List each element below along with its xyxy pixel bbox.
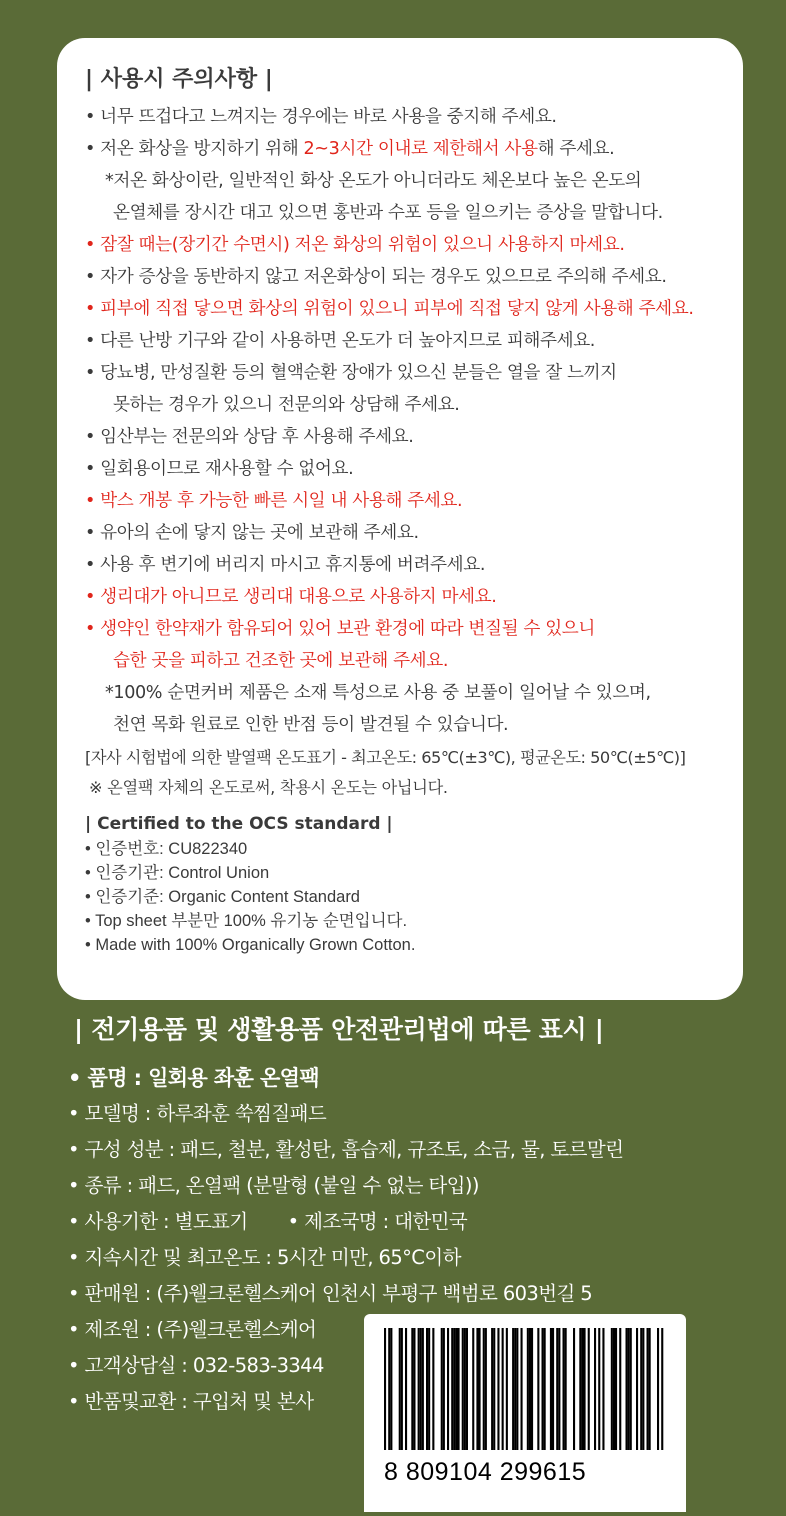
ocs-cert-standard: • 인증기준: Organic Content Standard [85,888,360,906]
barcode-bar [506,1328,508,1450]
barcode-bar [588,1328,590,1450]
barcode-bar [401,1328,403,1450]
barcode-bar [542,1328,544,1450]
barcode-bar [514,1328,516,1450]
product-type: • 종류 : 패드, 온열팩 (분말형 (붙일 수 없는 타입)) [68,1174,479,1197]
barcode-bar [649,1328,651,1450]
composition: • 구성 성분 : 패드, 철분, 활성탄, 흡습제, 규조토, 소금, 물, 토르말린 [68,1138,624,1161]
barcode-bar [426,1328,428,1450]
barcode-bar [405,1328,407,1450]
warnings-panel [57,38,743,1000]
barcode-bar [642,1328,644,1450]
barcode-bar [458,1328,460,1450]
barcode-bar [422,1328,424,1450]
customer-service: • 고객상담실 : 032-583-3344 [68,1354,324,1377]
warning-line: 천연 목화 원료로 인한 반점 등이 발견될 수 있습니다. [113,715,509,735]
country-of-manufacture: • 제조국명 : 대한민국 [287,1210,468,1233]
warning-line: • 일회용이므로 재사용할 수 없어요. [85,459,354,479]
barcode-bar [531,1328,533,1450]
barcode-bar [411,1328,413,1450]
barcode-bar [483,1328,485,1450]
warning-line: 습한 곳을 피하고 건조한 곳에 보관해 주세요. [113,651,449,671]
ocs-organic-cotton-note: • Made with 100% Organically Grown Cotton. [85,936,416,954]
barcode-bar [626,1328,628,1450]
barcode-bar [584,1328,586,1450]
barcode-bar [563,1328,565,1450]
barcode-bar [619,1328,621,1450]
seller: • 판매원 : (주)웰크론헬스케어 인천시 부평구 백범로 603번길 5 [68,1282,593,1305]
barcode-bar [512,1328,514,1450]
barcode-bar [441,1328,443,1450]
barcode-bar [640,1328,642,1450]
warning-text: 해 주세요. [537,139,615,159]
barcode-bar [565,1328,567,1450]
barcode-bar [428,1328,430,1450]
barcode-bar [388,1328,390,1450]
barcode-bar [550,1328,552,1450]
ocs-cert-body: • 인증기관: Control Union [85,864,270,882]
ocs-cert-number: • 인증번호: CU822340 [85,840,248,858]
warning-highlight: 2~3시간 이내로 제한해서 사용 [303,139,538,159]
ocs-certification-title: | Certified to the OCS standard | [85,814,393,834]
barcode-bar [466,1328,468,1450]
barcode-bar [556,1328,558,1450]
barcode-bar [537,1328,539,1450]
temperature-disclaimer: ※ 온열팩 자체의 온도로써, 착용시 온도는 아닙니다. [89,778,448,797]
warning-line: • 임산부는 전문의와 상담 후 사용해 주세요. [85,427,414,447]
barcode-bar [493,1328,495,1450]
barcode-bar [661,1328,663,1450]
warning-line: • 잠잘 때는(장기간 수면시) 저온 화상의 위험이 있으니 사용하지 마세요. [85,235,625,255]
temperature-note: [자사 시험법에 의한 발열팩 온도표기 - 최고온도: 65℃(±3℃), 평균온도: 50℃(±5℃)] [85,748,686,767]
warning-line: • 박스 개봉 후 가능한 빠른 시일 내 사용해 주세요. [85,491,463,511]
barcode-bar [579,1328,581,1450]
warning-line: • 생약인 한약재가 함유되어 있어 보관 환경에 따라 변질될 수 있으니 [85,619,595,639]
barcode-number: 8 809104 299615 [384,1458,587,1486]
barcode-bar [464,1328,466,1450]
warning-line [85,133,715,165]
warning-line: 온열체를 장시간 대고 있으면 홍반과 수포 등을 일으키는 증상을 말합니다. [113,203,663,223]
barcode-bar [613,1328,615,1450]
expiry-country-row [68,1204,623,1240]
barcode-bar [630,1328,632,1450]
warning-line: • 유아의 손에 닿지 않는 곳에 보관해 주세요. [85,523,419,543]
barcode-bar [558,1328,560,1450]
warning-line: • 당뇨병, 만성질환 등의 혈액순환 장애가 있으신 분들은 열을 잘 느끼지 [85,363,617,383]
barcode-bar [521,1328,523,1450]
barcode-bar [472,1328,474,1450]
barcode-bar [573,1328,575,1450]
barcode-bar [479,1328,481,1450]
barcode-bar [516,1328,518,1450]
warning-line: • 생리대가 아니므로 생리대 대용으로 사용하지 마세요. [85,587,497,607]
barcode-bar [552,1328,554,1450]
barcode-bar [443,1328,445,1450]
warning-line: • 너무 뜨겁다고 느껴지는 경우에는 바로 사용을 중지해 주세요. [85,107,557,127]
barcode-bar [611,1328,613,1450]
warning-line: • 다른 난방 기구와 같이 사용하면 온도가 더 높아지므로 피해주세요. [85,331,595,351]
barcode-bar [413,1328,415,1450]
barcode-bar [598,1328,600,1450]
barcode-bar [462,1328,464,1450]
barcode-bar [581,1328,583,1450]
barcode-bar [529,1328,531,1450]
barcode-bar [602,1328,604,1450]
barcode-bar [636,1328,638,1450]
barcode-bar [455,1328,457,1450]
barcode-bar [476,1328,478,1450]
model-name: • 모델명 : 하루좌훈 쑥찜질패드 [68,1102,327,1125]
barcode-bar [384,1328,386,1450]
warning-line: • 피부에 직접 닿으면 화상의 위험이 있으니 피부에 직접 닿지 않게 사용해 주세요. [85,299,694,319]
barcode-bar [497,1328,499,1450]
barcode-bar [491,1328,493,1450]
warning-line: • 사용 후 변기에 버리지 마시고 휴지통에 버려주세요. [85,555,486,575]
product-name: • 품명 : 일회용 좌훈 온열팩 [68,1066,320,1090]
ocs-top-sheet-note: • Top sheet 부분만 100% 유기농 순면입니다. [85,912,408,930]
barcode-bar [453,1328,455,1450]
barcode-bar [594,1328,596,1450]
warning-line: *저온 화상이란, 일반적인 화상 온도가 아니더라도 체온보다 높은 온도의 [105,171,642,191]
barcode-bar [657,1328,659,1450]
barcode-bar [451,1328,453,1450]
warning-line: *100% 순면커버 제품은 소재 특성으로 사용 중 보풀이 일어날 수 있으며, [105,683,651,703]
barcode-bar [544,1328,546,1450]
barcode-bar [432,1328,434,1450]
warning-line: 못하는 경우가 있으니 전문의와 상담해 주세요. [113,395,460,415]
barcode-bar [628,1328,630,1450]
barcode-bar [418,1328,420,1450]
barcode-bar [647,1328,649,1450]
warnings-list [85,101,715,741]
barcode-bar [390,1328,392,1450]
barcode-bar [420,1328,422,1450]
warning-text: • 저온 화상을 방지하기 위해 [85,139,304,159]
barcode-bar [502,1328,504,1450]
barcode-bar [527,1328,529,1450]
safety-label-title: | 전기용품 및 생활용품 안전관리법에 따른 표시 | [74,1015,604,1044]
barcode-bar [399,1328,401,1450]
barcode-bar [447,1328,449,1450]
expiry: • 사용기한 : 별도표기 [68,1210,248,1233]
warning-line: • 자가 증상을 동반하지 않고 저온화상이 되는 경우도 있으므로 주의해 주세요. [85,267,667,287]
barcode-bar [615,1328,617,1450]
manufacturer: • 제조원 : (주)웰크론헬스케어 [68,1318,317,1341]
barcode-bar [485,1328,487,1450]
warnings-title: | 사용시 주의사항 | [85,67,273,92]
returns-exchange: • 반품및교환 : 구입처 및 본사 [68,1390,314,1413]
duration-max-temp: • 지속시간 및 최고온도 : 5시간 미만, 65°C이하 [68,1246,461,1269]
